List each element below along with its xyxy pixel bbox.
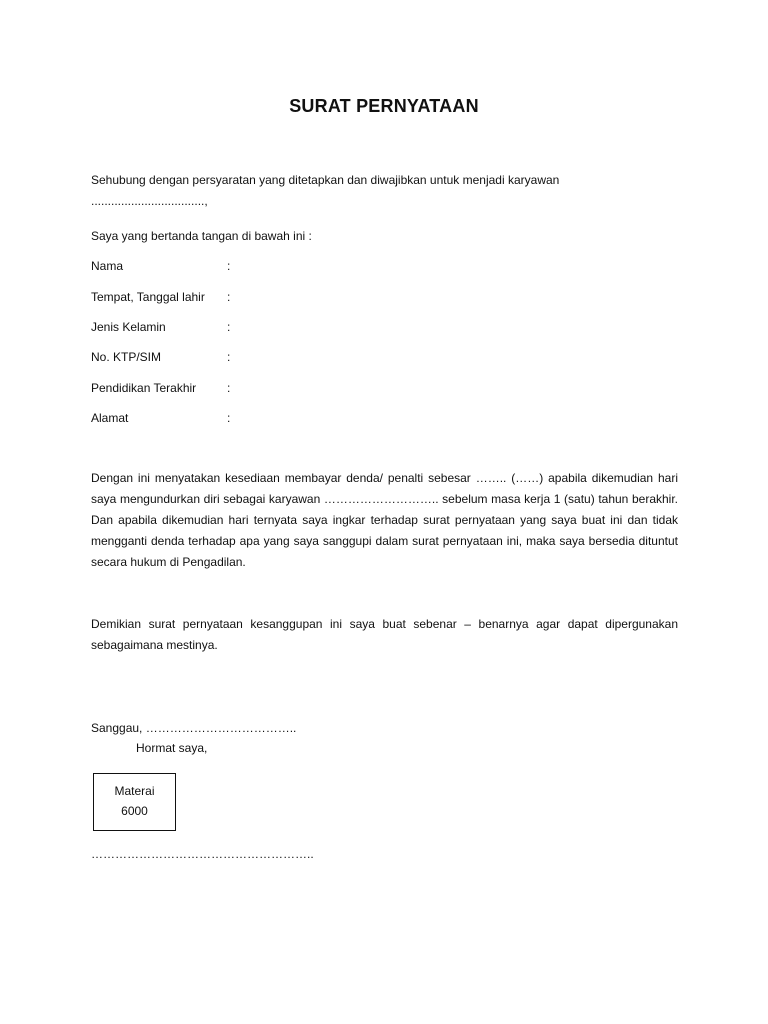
field-colon: : <box>227 381 231 395</box>
document-title: SURAT PERNYATAAN <box>289 96 479 116</box>
field-label: Alamat <box>91 411 129 425</box>
field-colon: : <box>227 350 231 364</box>
field-label: Pendidikan Terakhir <box>91 381 197 395</box>
regards-text: Hormat saya, <box>136 741 208 755</box>
place-date-line: Sanggau, ……………………………….. <box>91 721 297 735</box>
intro-paragraph <box>91 170 678 212</box>
stamp-label: Materai <box>114 784 155 798</box>
intro-blank: .................................., <box>91 194 208 208</box>
field-label: No. KTP/SIM <box>91 350 162 364</box>
field-label: Jenis Kelamin <box>91 320 166 334</box>
closing-paragraph: Demikian surat pernyataan kesanggupan ini saya buat sebenar – benarnya agar dapat dipergunakan sebagaimana mestinya. <box>91 617 678 652</box>
field-label: Nama <box>91 259 124 273</box>
signature-line: ……………………………………………….. <box>91 847 314 861</box>
field-colon: : <box>227 290 231 304</box>
signer-lead-text: Saya yang bertanda tangan di bawah ini : <box>91 229 312 243</box>
field-colon: : <box>227 320 231 334</box>
stamp-duty-box <box>93 773 176 831</box>
intro-text: Sehubung dengan persyaratan yang ditetapkan dan diwajibkan untuk menjadi karyawan <box>91 173 560 187</box>
statement-paragraph: Dengan ini menyatakan kesediaan membayar denda/ penalti sebesar …….. (……) apabila dikemudian hari saya mengundurkan diri sebagai karyawan ……………………….. sebelum masa kerja 1 (satu) tahun berakhir. Dan apabila dikemudian hari ternyata saya ingkar terhadap surat pernyataan yang saya buat ini dan tidak mengganti denda terhadap apa yang saya sanggupi dalam surat pernyataan ini, maka saya bersedia dituntut secara hukum di Pengadilan. <box>91 471 678 569</box>
stamp-value: 6000 <box>121 804 148 818</box>
field-colon: : <box>227 259 231 273</box>
field-colon: : <box>227 411 231 425</box>
field-label: Tempat, Tanggal lahir <box>91 290 205 304</box>
